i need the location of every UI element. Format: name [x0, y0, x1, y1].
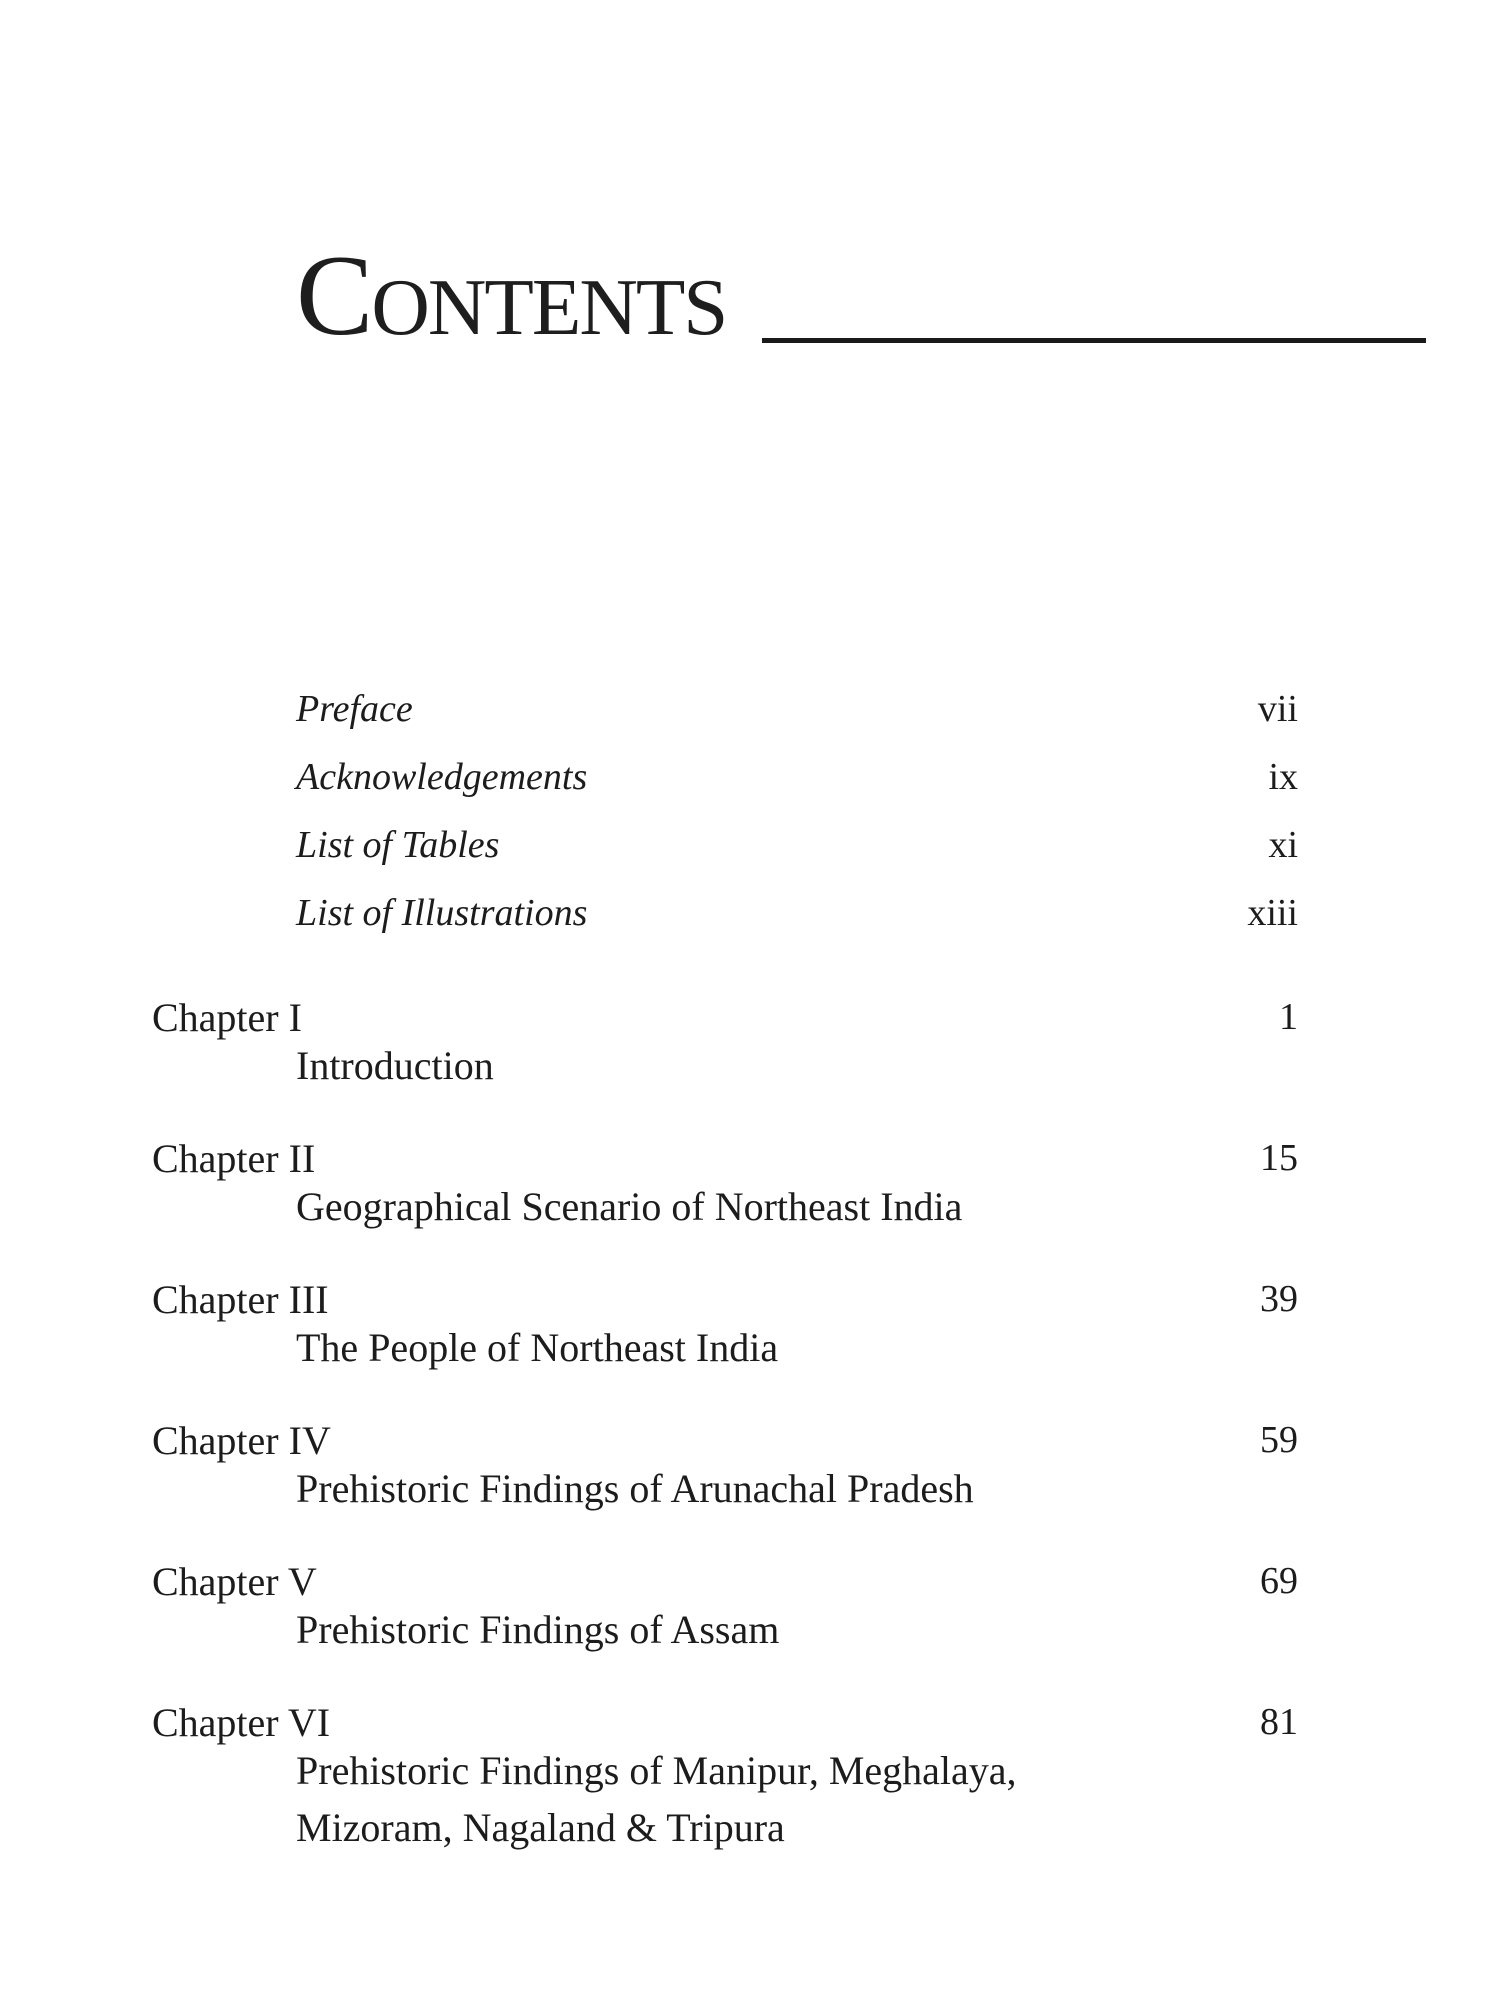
chapter-label: Chapter VI — [152, 1700, 331, 1745]
toc-entry-list-of-tables: List of Tables — [296, 824, 500, 866]
chapter-title: Prehistoric Findings of Assam — [296, 1607, 780, 1652]
chapter-label: Chapter I — [152, 995, 302, 1040]
title-rule — [762, 338, 1426, 343]
chapter-label: Chapter III — [152, 1277, 329, 1322]
toc-page-number: 81 — [1260, 1701, 1298, 1743]
toc-page-number: 1 — [1279, 996, 1298, 1038]
toc-page-number: ix — [1268, 756, 1298, 798]
chapter-label: Chapter IV — [152, 1418, 331, 1463]
toc-entry-preface: Preface — [296, 688, 413, 730]
toc-page-number: 59 — [1260, 1419, 1298, 1461]
toc-page-number: 15 — [1260, 1137, 1298, 1179]
page-title: Contents — [296, 232, 727, 360]
chapter-title: The People of Northeast India — [296, 1325, 779, 1370]
toc-page-number: vii — [1257, 688, 1298, 730]
chapter-title: Prehistoric Findings of Arunachal Pradesh — [296, 1466, 974, 1511]
toc-page-number: xi — [1268, 824, 1298, 866]
chapter-title: Geographical Scenario of Northeast India — [296, 1184, 963, 1229]
chapter-title-line: Mizoram, Nagaland & Tripura — [296, 1805, 785, 1850]
chapter-label: Chapter II — [152, 1136, 316, 1181]
chapter-title: Introduction — [296, 1043, 494, 1088]
toc-entry-acknowledgements: Acknowledgements — [296, 756, 588, 798]
chapter-title-line: Prehistoric Findings of Manipur, Meghalaya, — [296, 1748, 1017, 1793]
chapter-label: Chapter V — [152, 1559, 317, 1604]
toc-entry-list-of-illustrations: List of Illustrations — [296, 892, 588, 934]
toc-page-number: 69 — [1260, 1560, 1298, 1602]
toc-page-number: 39 — [1260, 1278, 1298, 1320]
toc-page-number: xiii — [1247, 892, 1298, 934]
